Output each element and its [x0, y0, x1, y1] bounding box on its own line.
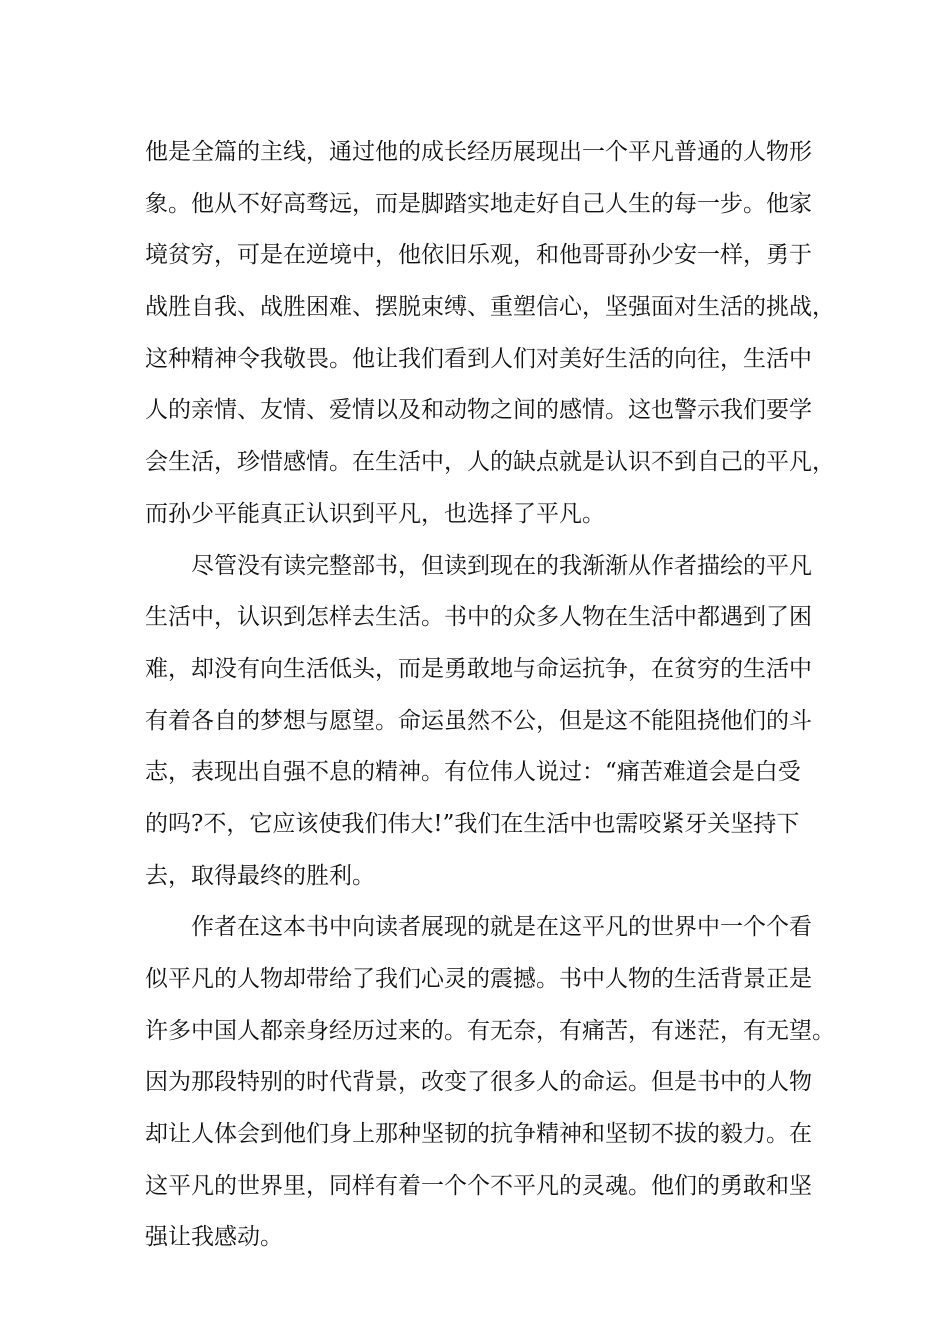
- text-line: 而孙少平能真正认识到平凡，也选择了平凡。: [145, 500, 605, 527]
- text-line: 尽管没有读完整部书，但读到现在的我渐渐从作者描绘的平凡: [145, 552, 812, 579]
- text-line: 去，取得最终的胜利。: [145, 862, 375, 889]
- text-line: 这平凡的世界里，同样有着一个个不平凡的灵魂。他们的勇敢和坚: [145, 1172, 812, 1199]
- text-line: 作者在这本书中向读者展现的就是在这平凡的世界中一个个看: [145, 914, 812, 941]
- text-line: 战胜自我、战胜困难、摆脱束缚、重塑信心，坚强面对生活的挑战，: [145, 294, 835, 321]
- text-line: 难，却没有向生活低头，而是勇敢地与命运抗争，在贫穷的生活中: [145, 655, 812, 682]
- text-line: 志，表现出自强不息的精神。有位伟人说过：“痛苦难道会是白受: [145, 759, 801, 786]
- text-line: 生活中，认识到怎样去生活。书中的众多人物在生活中都遇到了困: [145, 604, 812, 631]
- text-line: 的吗?不，它应该使我们伟大!”我们在生活中也需咬紧牙关坚持下: [145, 810, 800, 837]
- text-line: 许多中国人都亲身经历过来的。有无奈，有痛苦，有迷茫，有无望。: [145, 1017, 835, 1044]
- text-line: 因为那段特别的时代背景，改变了很多人的命运。但是书中的人物: [145, 1069, 812, 1096]
- text-line: 这种精神令我敬畏。他让我们看到人们对美好生活的向往，生活中: [145, 345, 812, 372]
- text-line: 强让我感动。: [145, 1224, 283, 1251]
- text-line: 他是全篇的主线，通过他的成长经历展现出一个平凡普通的人物形: [145, 139, 812, 165]
- paragraph-1: [145, 127, 835, 541]
- text-line: 境贫穷，可是在逆境中，他依旧乐观，和他哥哥孙少安一样，勇于: [145, 242, 812, 269]
- text-line: 人的亲情、友情、爱情以及和动物之间的感情。这也警示我们要学: [145, 397, 812, 424]
- text-line: 似平凡的人物却带给了我们心灵的震撼。书中人物的生活背景正是: [145, 966, 812, 992]
- paragraph-2: [145, 541, 810, 903]
- text-line: 却让人体会到他们身上那种坚韧的抗争精神和坚韧不拔的毅力。在: [145, 1121, 812, 1148]
- paragraph-3: [145, 902, 835, 1264]
- document-body: [145, 127, 835, 1264]
- text-line: 有着各自的梦想与愿望。命运虽然不公，但是这不能阻挠他们的斗: [145, 707, 812, 734]
- text-line: 会生活，珍惜感情。在生活中，人的缺点就是认识不到自己的平凡，: [145, 449, 835, 476]
- text-line: 象。他从不好高骛远，而是脚踏实地走好自己人生的每一步。他家: [145, 190, 812, 217]
